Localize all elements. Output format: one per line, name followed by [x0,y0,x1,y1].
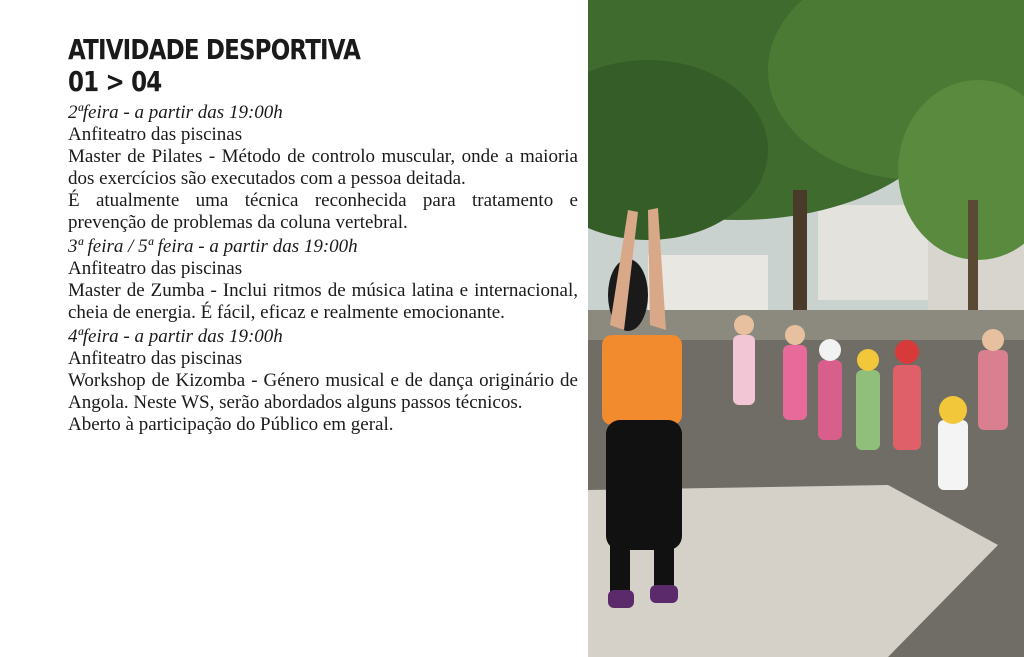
session-place: Anfiteatro das piscinas [68,348,243,369]
program-content [68,34,578,438]
session-time: 3ª feira / 5ª feira - a partir das 19:00h [68,236,358,257]
session-description-extra: É atualmente uma técnica reconhecida para tratamento e prevenção de problemas da coluna vertebral. [68,190,578,233]
session-kizomba [68,326,578,436]
section-title: ATIVIDADE DESPORTIVA [68,33,361,66]
session-time: 2ªfeira - a partir das 19:00h [68,102,283,123]
session-description: Master de Zumba - Inclui ritmos de música latina e internacional, cheia de energia. É fácil, eficaz e realmente emocionante. [68,280,578,323]
session-description: Master de Pilates - Método de controlo muscular, onde a maioria dos exercícios são executados com a pessoa deitada. [68,146,578,189]
session-description-extra: Aberto à participação do Público em geral. [68,414,394,435]
session-description: Workshop de Kizomba - Género musical e de dança originário de Angola. Neste WS, serão abordados alguns passos técnicos. [68,370,578,413]
session-place: Anfiteatro das piscinas [68,124,243,145]
session-place: Anfiteatro das piscinas [68,258,243,279]
session-zumba [68,236,578,324]
session-pilates [68,102,578,234]
session-time: 4ªfeira - a partir das 19:00h [68,326,283,347]
date-range: 01 > 04 [68,65,162,98]
outdoor-dance-photo [588,0,1024,657]
